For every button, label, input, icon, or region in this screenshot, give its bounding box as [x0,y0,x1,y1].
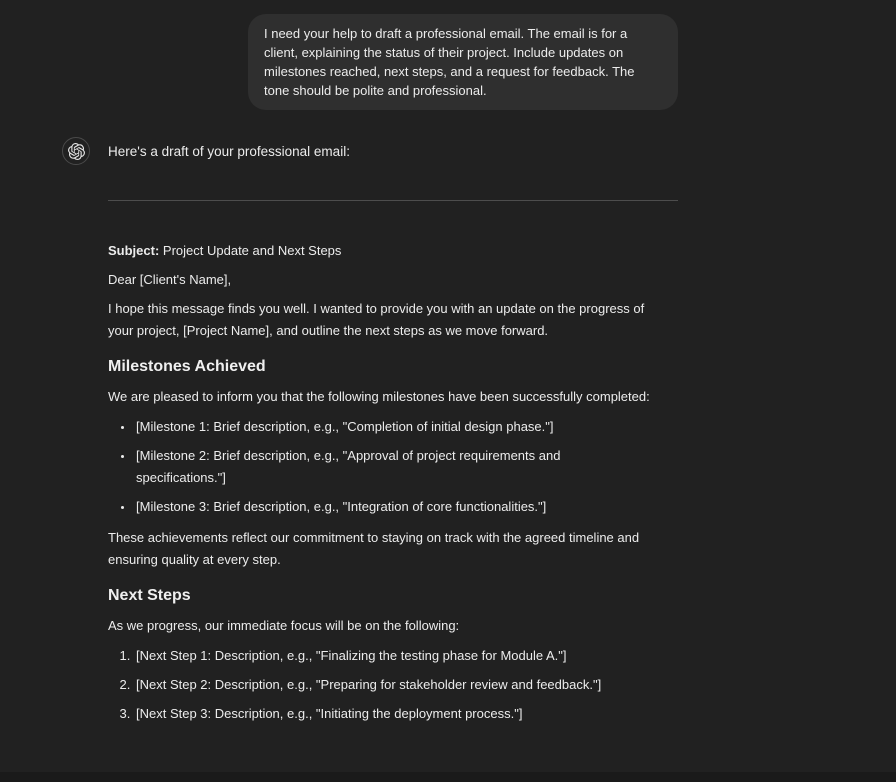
email-subject-line [108,240,653,262]
openai-logo-icon [68,143,85,160]
next-steps-heading: Next Steps [108,587,191,604]
list-item: 1. [Next Step 1: Description, e.g., "Finalizing the testing phase for Module A."] [134,645,653,667]
user-message-text: I need your help to draft a professional email. The email is for a client, explaining the status of their project. Include updates on milestones reached, next steps, and a request for feedback. The tone should be polite and professional. [264,26,635,98]
milestones-list [108,416,653,518]
email-greeting: Dear [Client's Name], [108,272,232,287]
list-item: 3. [Next Step 3: Description, e.g., "Initiating the deployment process."] [134,703,653,725]
next-steps-intro: As we progress, our immediate focus will be on the following: [108,618,460,633]
list-item: 2. [Next Step 2: Description, e.g., "Preparing for stakeholder review and feedback."] [134,674,653,696]
milestones-heading: Milestones Achieved [108,358,266,375]
chat-conversation [62,14,678,725]
subject-label: Subject: [108,243,160,258]
window-bottom-edge [0,772,896,782]
message-divider [108,200,678,201]
list-item: • [Milestone 1: Brief description, e.g., "Completion of initial design phase."] [134,416,653,438]
assistant-avatar [62,137,90,165]
milestones-intro: We are pleased to inform you that the following milestones have been successfully completed: [108,389,650,404]
user-message-row [62,14,678,110]
milestones-outro: These achievements reflect our commitment to staying on track with the agreed timeline and ensuring quality at every step. [108,530,640,567]
next-steps-list [108,645,653,725]
email-opening-paragraph: I hope this message finds you well. I wanted to provide you with an update on the progress of your project, [Project Name], and outline the next steps as we move forward. [108,301,645,338]
assistant-message-row [62,137,678,165]
user-message-bubble [248,14,678,110]
assistant-intro-text: Here's a draft of your professional email: [108,143,350,159]
list-item: • [Milestone 2: Brief description, e.g., "Approval of project requirements and specifications."] [134,445,653,489]
list-item: • [Milestone 3: Brief description, e.g., "Integration of core functionalities."] [134,496,653,518]
email-draft [108,240,653,725]
subject-value: Project Update and Next Steps [162,243,342,258]
